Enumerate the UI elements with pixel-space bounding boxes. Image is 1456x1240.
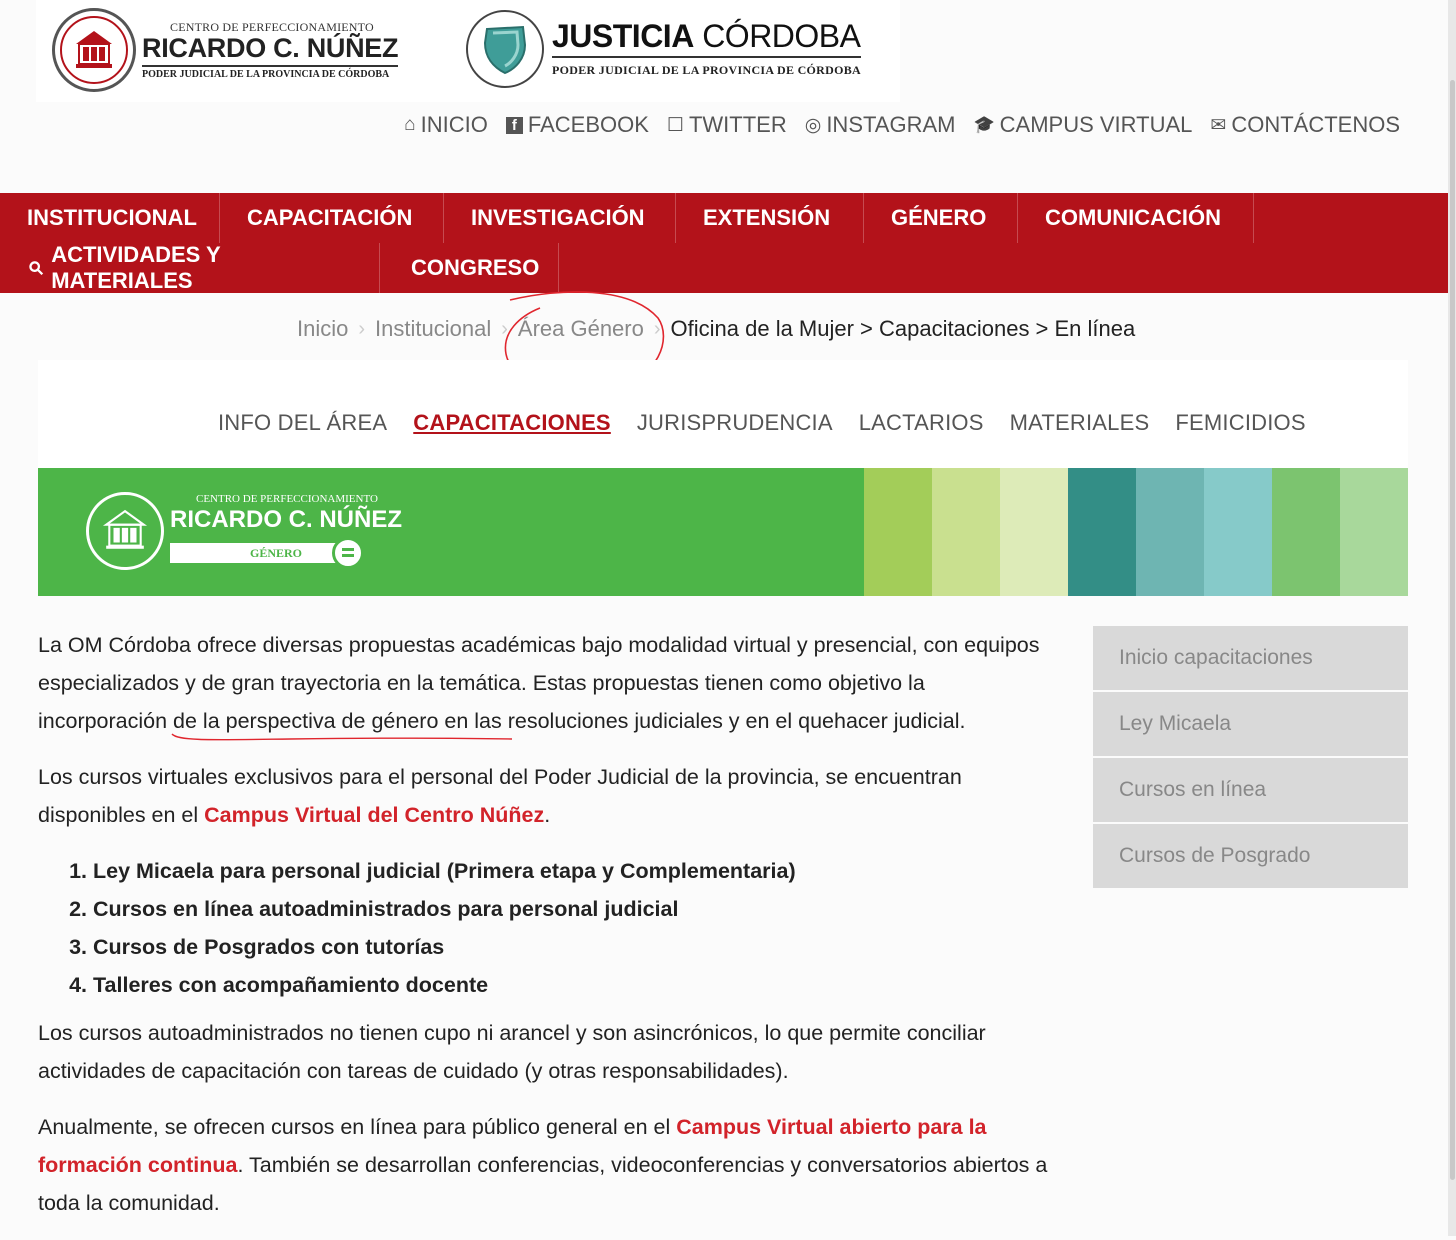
nav-actividades-materiales[interactable]: ⚲ ACTIVIDADES Y MATERIALES — [0, 243, 380, 293]
banner-seal-icon — [86, 492, 164, 570]
breadcrumb-separator-icon: › — [358, 317, 366, 340]
logo2-title: JUSTICIA CÓRDOBA — [552, 18, 861, 54]
logo1-subtitle: PODER JUDICIAL DE LA PROVINCIA DE CÓRDOBA — [142, 65, 398, 80]
top-nav — [404, 112, 1400, 138]
nav-institucional[interactable]: INSTITUCIONAL — [0, 193, 220, 243]
banner-small-text: CENTRO DE PERFECCIONAMIENTO — [196, 492, 378, 505]
page-scrollbar[interactable] — [1448, 0, 1456, 1236]
home-icon: ⌂ — [404, 114, 416, 135]
logo1-small-text: CENTRO DE PERFECCIONAMIENTO — [170, 19, 374, 34]
topnav-facebook[interactable]: f FACEBOOK — [506, 112, 649, 138]
autoadmin-paragraph: Los cursos autoadministrados no tienen cupo ni arancel y son asincrónicos, lo que permite conciliar actividades de capacitación con tareas de cuidado (y otras responsabilidades). — [38, 1021, 986, 1083]
list-item: 3. Cursos de Posgrados con tutorías — [93, 928, 1058, 966]
instagram-icon: ◎ — [804, 114, 822, 136]
campus-paragraph: Los cursos virtuales exclusivos para el personal del Poder Judicial de la provincia, se encuentran disponibles en el Campus Virtual del Centro Núñez. — [38, 765, 962, 827]
tab-jurisprudencia[interactable]: JURISPRUDENCIA — [636, 410, 833, 435]
banner-swatch — [1068, 468, 1136, 596]
search-icon: ⚲ — [24, 255, 48, 280]
campus-virtual-abierto-link[interactable]: Campus Virtual abierto para la formación continua — [38, 1115, 987, 1177]
tab-lactarios[interactable]: LACTARIOS — [858, 410, 984, 435]
equal-sign-icon — [332, 537, 364, 569]
list-item: 1. Ley Micaela para personal judicial (Primera etapa y Complementaria) — [93, 852, 1058, 890]
nav-congreso[interactable]: CONGRESO — [380, 243, 559, 293]
scrollbar-thumb[interactable] — [1450, 80, 1455, 1180]
banner-logo — [86, 492, 402, 570]
sidebar-item-inicio-capacitaciones[interactable]: Inicio capacitaciones — [1093, 626, 1408, 692]
list-item: 2. Cursos en línea autoadministrados para personal judicial — [93, 890, 1058, 928]
main-nav-row-2 — [0, 243, 1448, 293]
main-nav-row-1 — [0, 193, 1448, 243]
campus-virtual-nunez-link[interactable]: Campus Virtual del Centro Núñez — [204, 803, 545, 827]
centro-nunez-logo[interactable] — [52, 8, 398, 92]
hand-drawn-underline-annotation — [170, 732, 516, 746]
banner-swatch — [1340, 468, 1408, 596]
banner-swatch — [864, 468, 932, 596]
nav-investigacion[interactable]: INVESTIGACIÓN — [444, 193, 676, 243]
topnav-twitter[interactable]: ☐ TWITTER — [666, 112, 787, 137]
annual-paragraph: Anualmente, se ofrecen cursos en línea para público general en el Campus Virtual abierto para la formación continua. También se desarrollan conferencias, videoconferencias y conversatorios abiertos a toda la comunidad. — [38, 1115, 1048, 1215]
tab-capacitaciones[interactable]: CAPACITACIONES — [413, 410, 611, 435]
sidebar-item-cursos-de-posgrado[interactable]: Cursos de Posgrado — [1093, 824, 1408, 890]
breadcrumb — [297, 316, 1135, 342]
topnav-campus-virtual[interactable]: 🎓 CAMPUS VIRTUAL — [973, 112, 1193, 137]
graduation-cap-icon: 🎓 — [973, 115, 995, 134]
justicia-cordoba-logo[interactable] — [466, 10, 861, 88]
breadcrumb-separator-icon: › — [501, 317, 508, 340]
banner-title: RICARDO C. NÚÑEZ — [170, 505, 402, 533]
banner-swatch — [1000, 468, 1068, 596]
sidebar — [1093, 626, 1408, 890]
logo2-subtitle: PODER JUDICIAL DE LA PROVINCIA DE CÓRDOBA — [552, 56, 861, 78]
main-nav — [0, 193, 1448, 293]
facebook-icon: f — [506, 117, 523, 134]
breadcrumb-current: Oficina de la Mujer > Capacitaciones > En línea — [670, 316, 1136, 341]
nav-comunicacion[interactable]: COMUNICACIÓN — [1018, 193, 1254, 243]
nav-genero[interactable]: GÉNERO — [864, 193, 1018, 243]
envelope-icon: ✉ — [1210, 114, 1227, 136]
banner-genero-tag: GÉNERO — [170, 543, 350, 563]
list-item: 4. Talleres con acompañamiento docente — [93, 966, 1058, 1004]
topnav-contactenos[interactable]: ✉ CONTÁCTENOS — [1210, 112, 1400, 137]
genero-banner — [38, 468, 1408, 596]
banner-green-block — [38, 468, 864, 596]
banner-swatch — [1204, 468, 1272, 596]
header-logos — [36, 0, 900, 102]
topnav-inicio[interactable]: ⌂ INICIO — [404, 112, 488, 137]
banner-swatch — [932, 468, 1000, 596]
nav-extension[interactable]: EXTENSIÓN — [676, 193, 864, 243]
tab-info-del-area[interactable]: INFO DEL ÁREA — [218, 410, 388, 435]
tab-materiales[interactable]: MATERIALES — [1009, 410, 1150, 435]
nav-capacitacion[interactable]: CAPACITACIÓN — [220, 193, 444, 243]
breadcrumb-area-genero[interactable]: Área Género — [517, 316, 644, 341]
breadcrumb-inicio[interactable]: Inicio — [297, 316, 349, 341]
main-content — [38, 626, 1058, 1240]
breadcrumb-separator-icon: › — [653, 317, 661, 340]
justicia-shield-icon — [466, 10, 544, 88]
course-list — [38, 852, 1058, 1004]
banner-swatch — [1272, 468, 1340, 596]
banner-swatch — [1136, 468, 1204, 596]
tab-femicidios[interactable]: FEMICIDIOS — [1175, 410, 1306, 435]
area-tabs — [218, 410, 1306, 436]
sidebar-item-ley-micaela[interactable]: Ley Micaela — [1093, 692, 1408, 758]
topnav-instagram[interactable]: ◎ INSTAGRAM — [804, 112, 956, 137]
sidebar-item-cursos-en-linea[interactable]: Cursos en línea — [1093, 758, 1408, 824]
centro-nunez-seal-icon — [52, 8, 136, 92]
breadcrumb-institucional[interactable]: Institucional — [375, 316, 492, 341]
twitter-icon: ☐ — [666, 114, 684, 136]
logo1-title: RICARDO C. NÚÑEZ — [142, 32, 399, 63]
intro-paragraph: La OM Córdoba ofrece diversas propuestas académicas bajo modalidad virtual y presencial, con equipos especializados y de gran trayectoria en la temática. Estas propuestas tienen como objetivo la incorporación de la perspectiva de género en las resoluciones judiciales y en el quehacer judicial. — [38, 633, 1040, 733]
